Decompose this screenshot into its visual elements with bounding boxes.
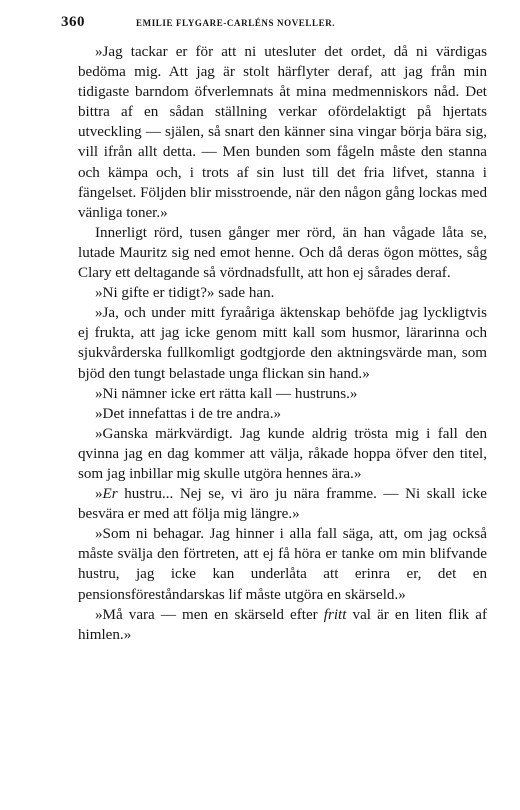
paragraph: »Ganska märkvärdigt. Jag kunde aldrig trösta mig i fall den qvinna jag en dag kommer att välja, råkade hoppa öfver den titel, som jag inbillar mig skulle utgöra hennes ära.» [78, 425, 487, 482]
paragraph: »Er hustru... Nej se, vi äro ju nära framme. — Ni skall icke besvära er med att följa mig längre.» [78, 486, 487, 523]
paragraph: »Ni nämner icke ert rätta kall — hustruns.» [95, 385, 358, 402]
body-text [78, 42, 487, 645]
italic-word: Er [102, 486, 118, 503]
paragraph: »Jag tackar er för att ni utesluter det ordet, då ni värdigas bedöma mig. Att jag är stolt härflyter deraf, att jag från min tidigaste barndom öfverlemnats åt mina medmenniskors nåd. Det bittra af en sådan ställning verkar ofördelaktigt på hjertats utveckling — själen, så snart den känner sina vingar börja bära sig, vill ifrån allt detta. — Men bunden som fågeln måste den stanna och kämpa och, i trots af sin lust till det fria lifvet, stanna i fängelset. Följden blir misstroende, när den någon gång lockas med vänliga toner.» [78, 44, 487, 221]
page-number: 360 [61, 14, 85, 30]
page-header [61, 14, 491, 36]
paragraph: »Det innefattas i de tre andra.» [95, 405, 282, 422]
paragraph: »Ni gifte er tidigt?» sade han. [95, 285, 275, 302]
paragraph: Innerligt rörd, tusen gånger mer rörd, än han vågade låta se, lutade Mauritz sig ned emot henne. Och då deras ögon möttes, såg Clary ett deltagande så vördnadsfullt, att hon ej sårades deraf. [78, 224, 487, 282]
paragraph: »Ja, och under mitt fyraåriga äktenskap behöfde jag lyckligtvis ej frukta, att jag icke genom mitt kall som husmor, lärarinna och sjukvårderska fullkomligt godtgjorde den aktningsvärde man, som bjöd den tungt belastade unga flickan sin hand.» [78, 305, 487, 382]
paragraph: »Må vara — men en skärseld efter fritt val är en liten flik af himlen.» [78, 606, 487, 643]
paragraph: »Som ni behagar. Jag hinner i alla fall säga, att, om jag också måste svälja den förtreten, att ej få höra er tanke om min blifvande hustru, jag icke kan underlåta att erinra er, det en pensionsföreståndarskas lif måste utgöra en skärseld.» [78, 526, 487, 603]
running-head: EMILIE FLYGARE-CARLÉNS NOVELLER. [136, 18, 336, 28]
italic-word: fritt [323, 606, 347, 623]
